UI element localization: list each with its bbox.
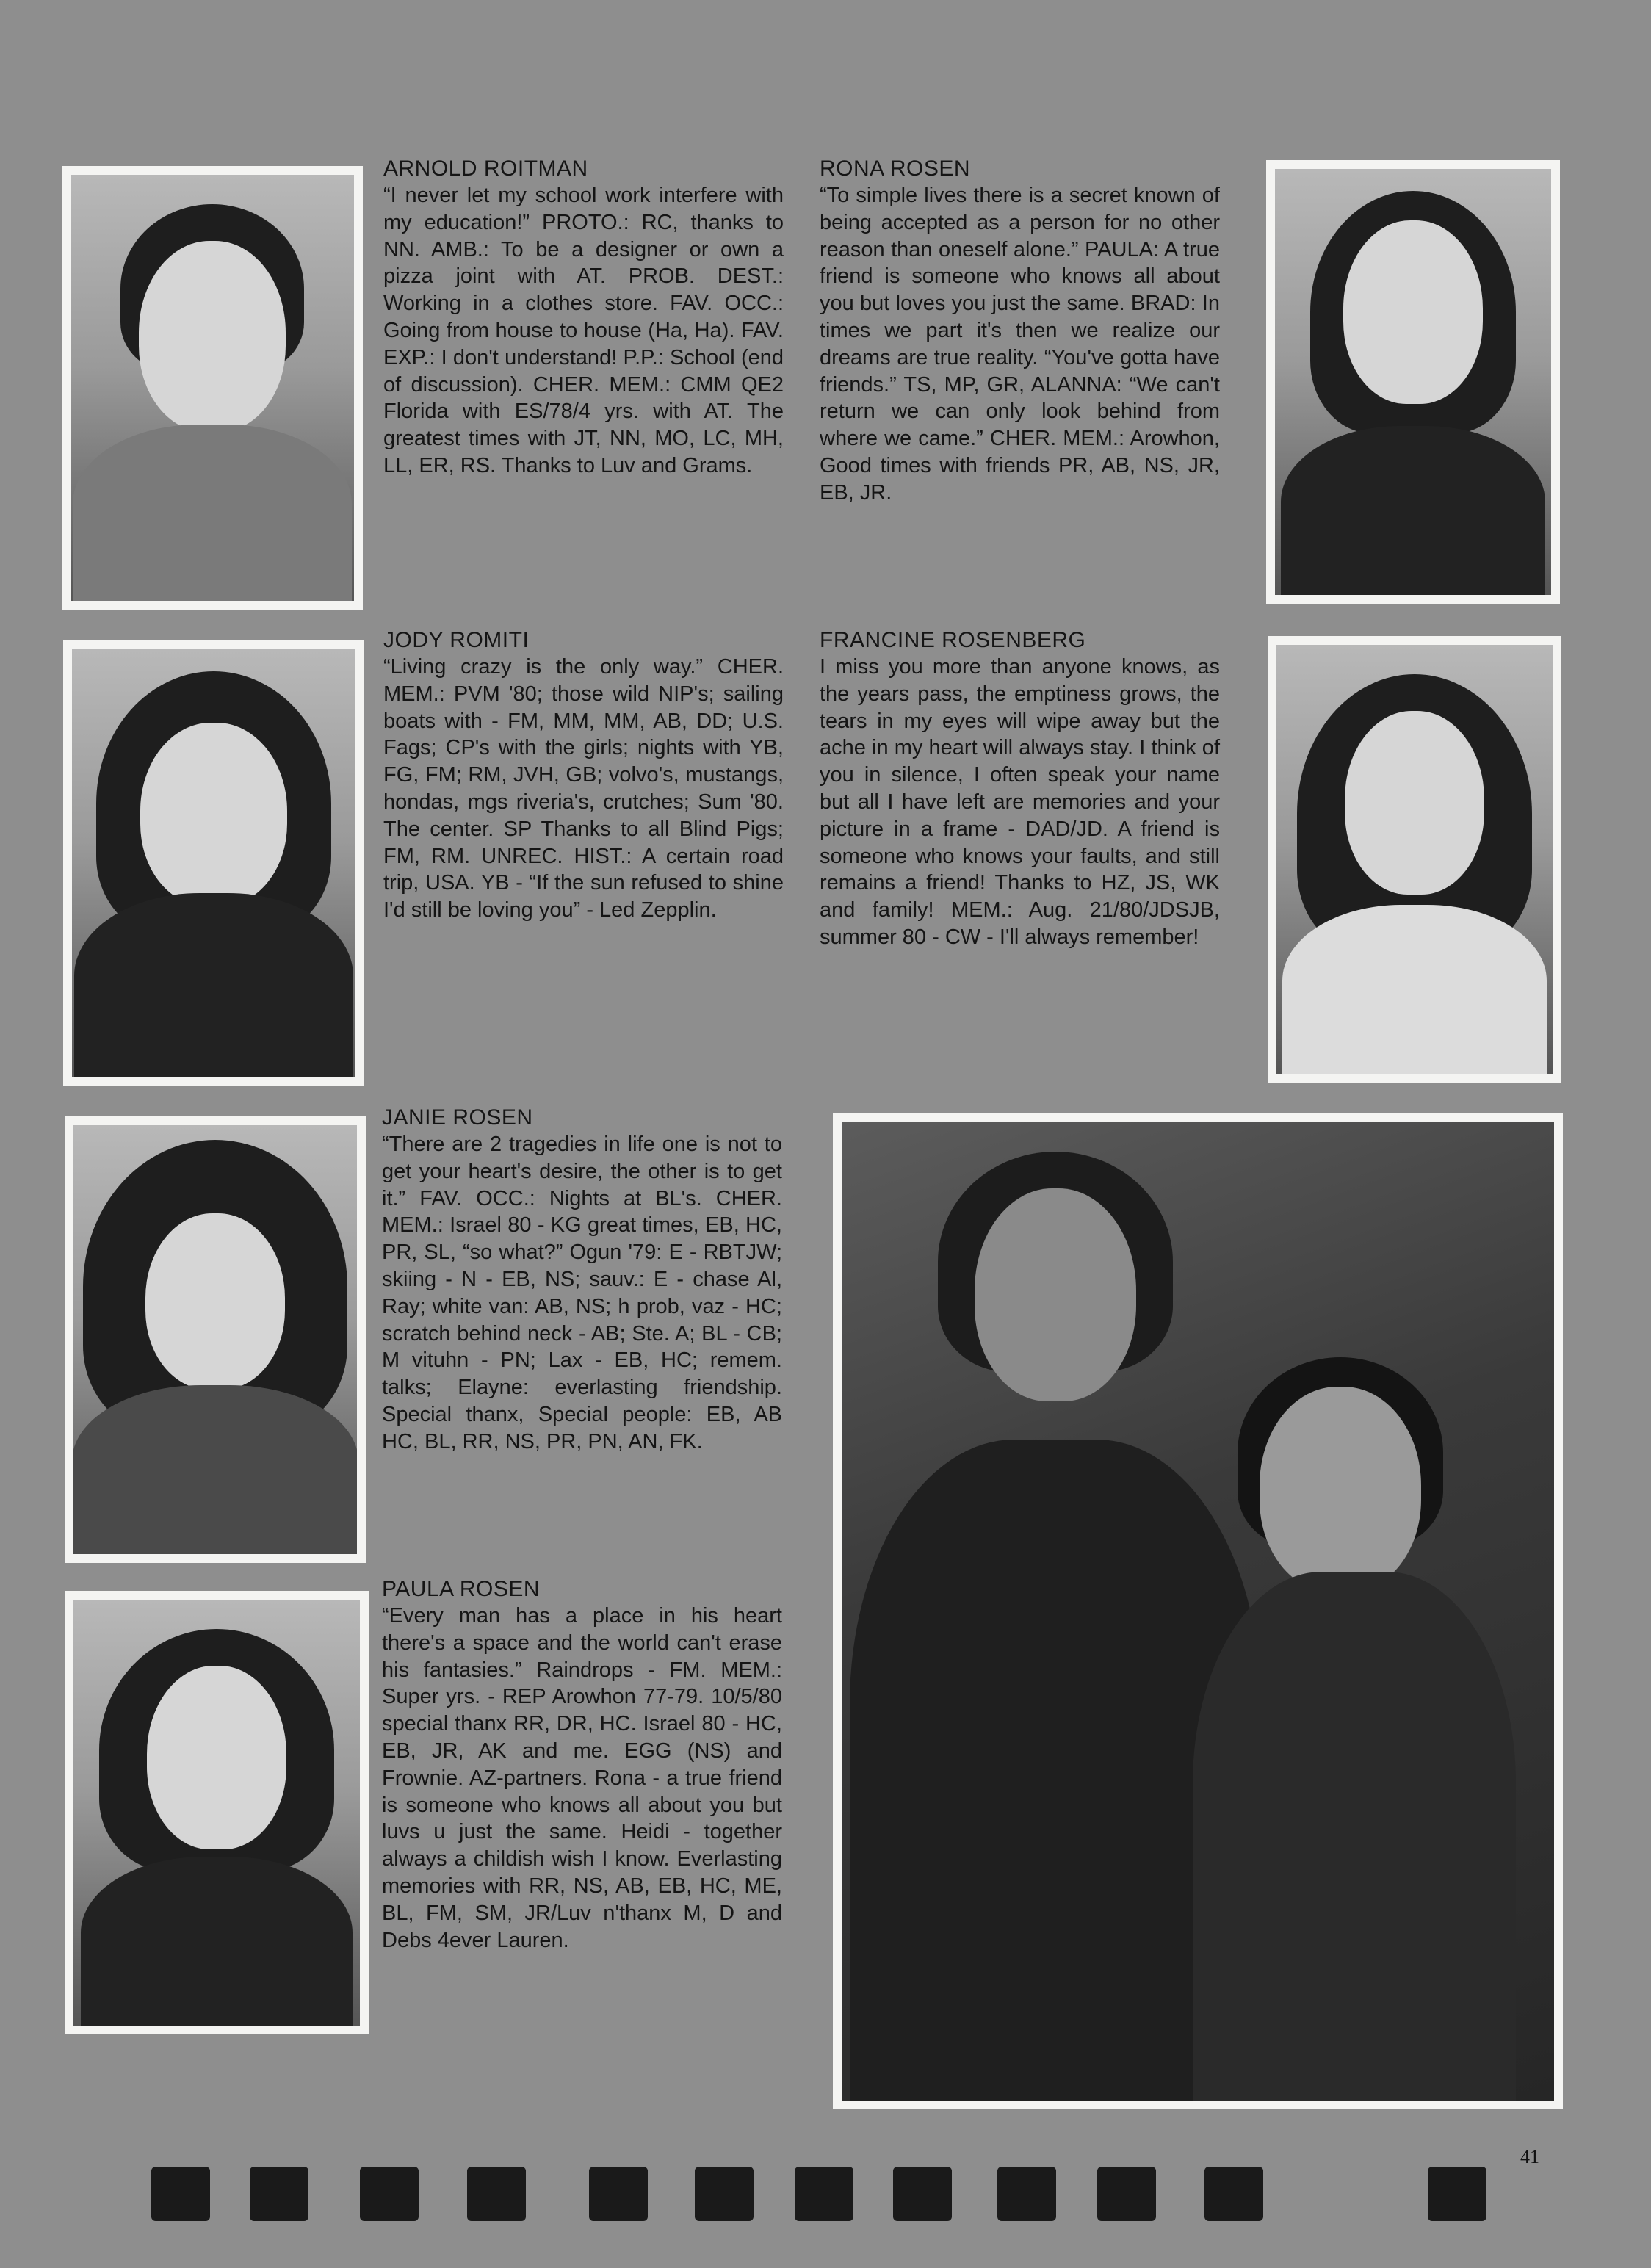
portrait-image xyxy=(72,649,355,1077)
candid-group-photo xyxy=(833,1113,1563,2109)
film-strip-block xyxy=(1428,2167,1486,2221)
portrait-image xyxy=(71,175,354,601)
student-bio: “Living crazy is the only way.” CHER. MEM.: PVM '80; those wild NIP's; sailing boats with - FM, MM, MM, AB, DD; U.S. Fags; CP's with the girls; nights with YB, FG, FM; RM, JVH, GB; volvo's, mustangs, hondas, mgs riveria's, crutches; Sum '80. The center. SP Thanks to all Blind Pigs; FM, RM. UNREC. HIST.: A certain road trip, USA. YB - “If the sun refused to shine I'd still be loving you” - Led Zepplin. xyxy=(383,655,784,922)
student-bio: “Every man has a place in his heart there's a space and the world can't erase his fantasies.” Raindrops - FM. MEM.: Super yrs. - REP Arowhon 77-79. 10/5/80 special thanx RR, DR, HC. Israel 80 - HC, EB, JR, AK and me. EGG (NS) and Frownie. AZ-partners. Rona - a true friend is someone who knows all about you but luvs u just the same. Heidi - together always a childish wish I know. Everlasting memories with RR, NS, AB, EB, HC, ME, BL, FM, SM, JR/Luv n'thanx M, D and Debs 4ever Lauren. xyxy=(382,1604,782,1952)
film-strip-block xyxy=(997,2167,1056,2221)
entry-jody-romiti xyxy=(383,627,784,924)
portrait-francine-rosenberg xyxy=(1268,636,1561,1083)
candid-image xyxy=(842,1122,1554,2101)
portrait-image xyxy=(73,1600,360,2026)
film-strip-block xyxy=(589,2167,648,2221)
entry-janie-rosen xyxy=(382,1105,782,1456)
film-strip-block xyxy=(695,2167,754,2221)
film-strip-block xyxy=(467,2167,526,2221)
entry-paula-rosen xyxy=(382,1576,782,1954)
student-name: PAULA ROSEN xyxy=(382,1577,541,1601)
film-strip-block xyxy=(151,2167,210,2221)
student-name: RONA ROSEN xyxy=(820,156,971,181)
student-bio: “To simple lives there is a secret known of being accepted as a person for no other reason than oneself alone.” PAULA: A true friend is someone who knows all about you but loves you just the same. BRAD: In times we part it's then we realize our dreams are true reality. “You've gotta have friends.” TS, MP, GR, ALANNA: “We can't return we can only look behind from where we came.” CHER. MEM.: Arowhon, Good times with friends PR, AB, NS, JR, EB, JR. xyxy=(820,184,1220,505)
entry-francine-rosenberg xyxy=(820,627,1220,951)
film-strip-block xyxy=(795,2167,853,2221)
film-strip-block xyxy=(1097,2167,1156,2221)
page-number: 41 xyxy=(1520,2146,1539,2167)
student-name: JANIE ROSEN xyxy=(382,1105,533,1130)
student-name: JODY ROMITI xyxy=(383,628,530,652)
film-strip-block xyxy=(893,2167,952,2221)
portrait-image xyxy=(1276,645,1553,1074)
portrait-jody-romiti xyxy=(63,640,364,1086)
portrait-arnold-roitman xyxy=(62,166,363,610)
student-bio: “I never let my school work interfere with my education!” PROTO.: RC, thanks to NN. AMB.: To be a designer or own a pizza joint with AT. PROB. DEST.: Working in a clothes store. FAV. OCC.: Going from house to house (Ha, Ha). FAV. EXP.: I don't understand! P.P.: School (end of discussion). CHER. MEM.: CMM QE2 Florida with ES/78/4 yrs. with AT. The greatest times with JT, NN, MO, LC, MH, LL, ER, RS. Thanks to Luv and Grams. xyxy=(383,184,784,477)
portrait-image xyxy=(73,1125,357,1554)
film-strip-block xyxy=(1204,2167,1263,2221)
student-bio: “There are 2 tragedies in life one is not to get your heart's desire, the other is to get it.” FAV. OCC.: Nights at BL's. CHER. MEM.: Israel 80 - KG great times, EB, HC, PR, SL, “so what?” Ogun '79: E - RBTJW; skiing - N - EB, NS; sauv.: E - chase Al, Ray; white van: AB, NS; h prob, vaz - HC; scratch behind neck - AB; Ste. A; BL - CB; M vituhn - PN; Lax - EB, HC; remem. talks; Elayne: everlasting friendship. Special thanx, Special people: EB, AB HC, BL, RR, NS, PR, PN, AN, FK. xyxy=(382,1133,782,1453)
entry-arnold-roitman xyxy=(383,156,784,480)
portrait-image xyxy=(1275,169,1551,595)
student-name: ARNOLD ROITMAN xyxy=(383,156,588,181)
portrait-rona-rosen xyxy=(1266,160,1560,604)
student-name: FRANCINE ROSENBERG xyxy=(820,628,1086,652)
film-strip-block xyxy=(250,2167,308,2221)
portrait-paula-rosen xyxy=(65,1591,369,2034)
entry-rona-rosen xyxy=(820,156,1220,507)
film-strip-block xyxy=(360,2167,419,2221)
student-bio: I miss you more than anyone knows, as the years pass, the emptiness grows, the tears in my eyes will wipe away but the ache in my heart will always stay. I think of you in silence, I often speak your name but all I have left are memories and your picture in a frame - DAD/JD. A friend is someone who knows your faults, and still remains a friend! Thanks to HZ, JS, WK and family! MEM.: Aug. 21/80/JDSJB, summer 80 - CW - I'll always remember! xyxy=(820,655,1220,949)
portrait-janie-rosen xyxy=(65,1116,366,1563)
